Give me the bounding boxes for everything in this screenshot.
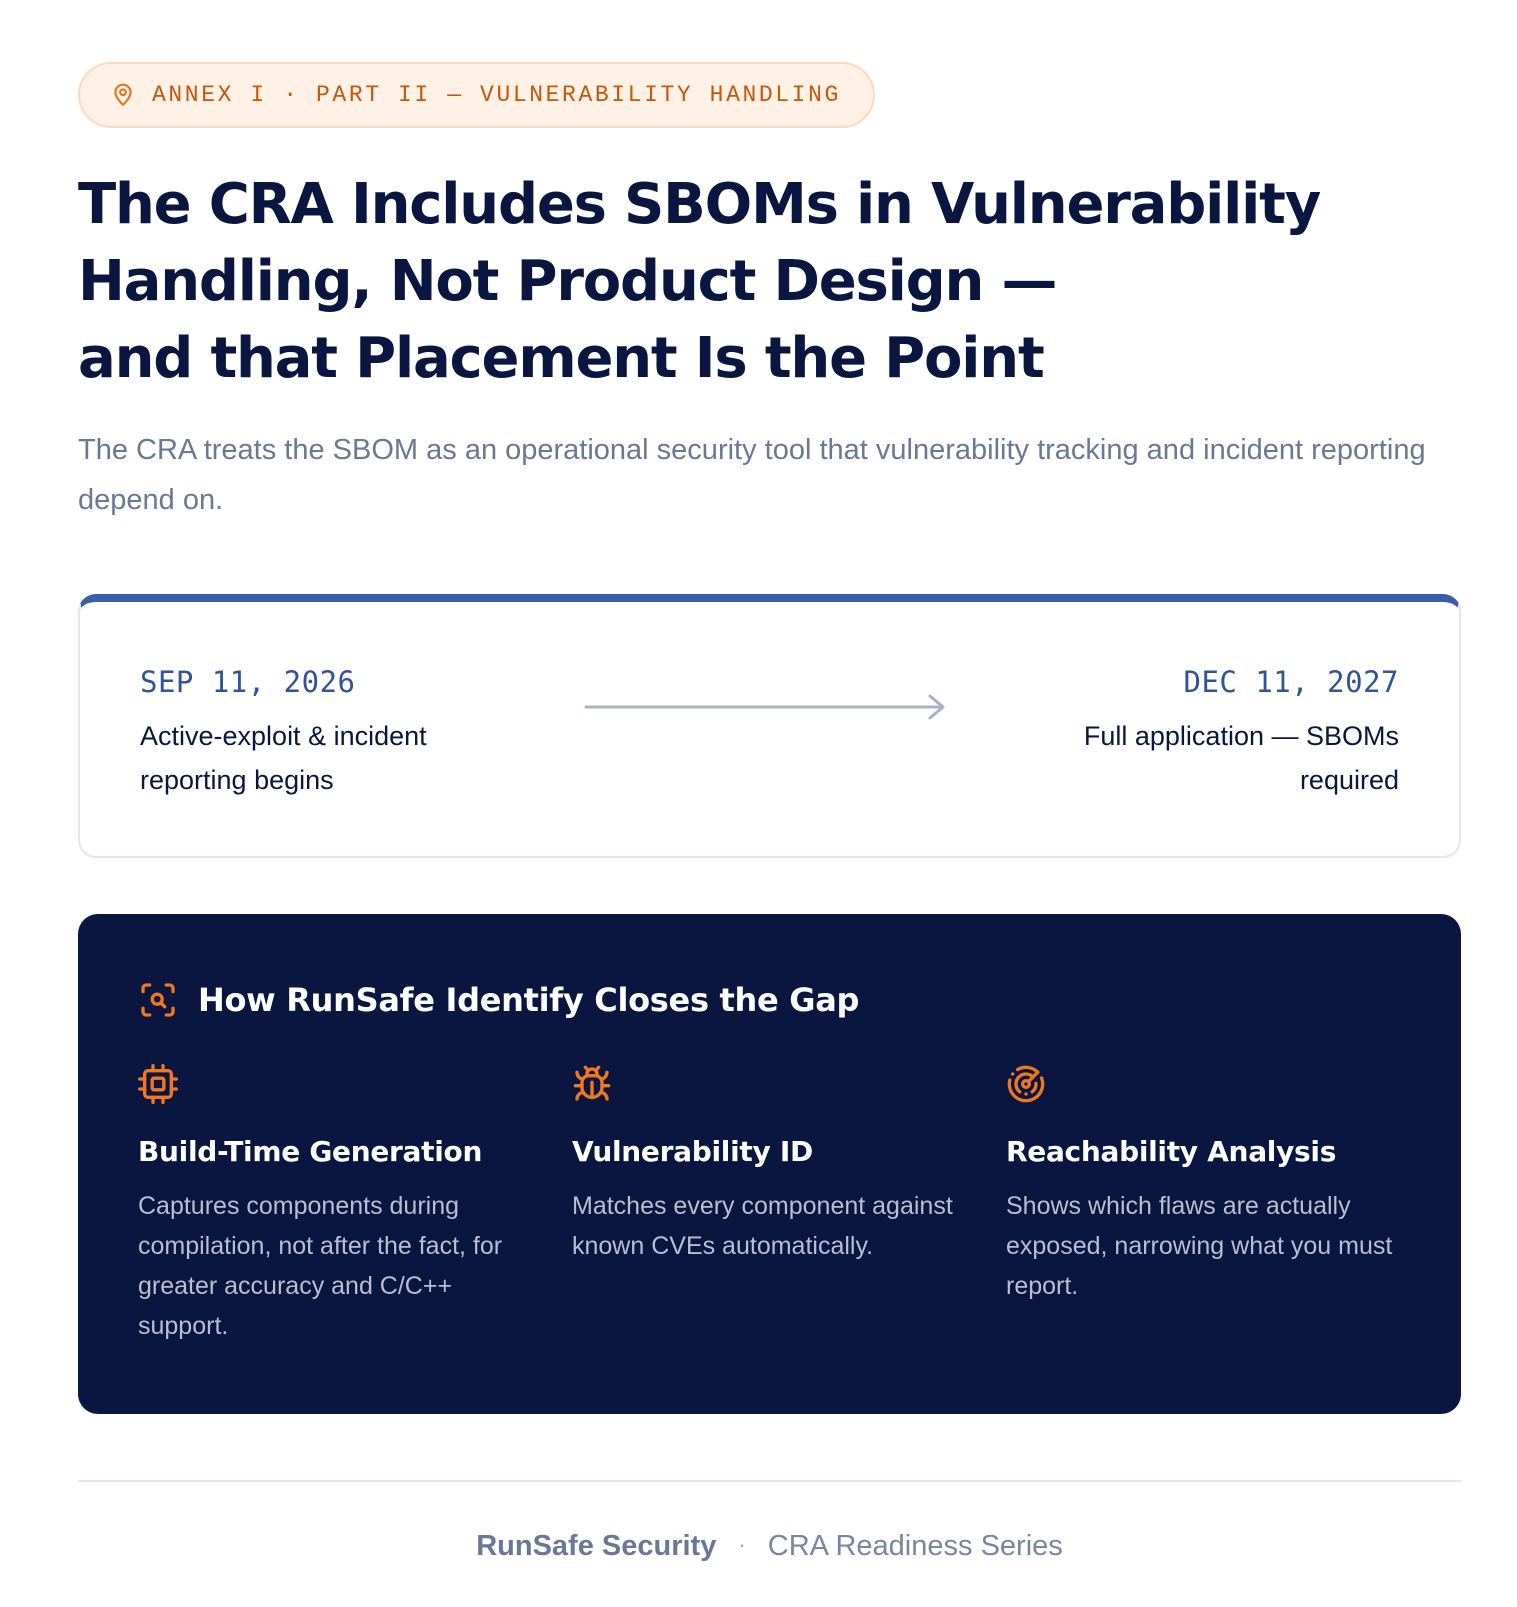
feature-description: Shows which flaws are actually exposed, narrowing what you must report. [1006, 1192, 1393, 1300]
scan-search-icon [138, 980, 178, 1020]
feature-title: Build-Time Generation [138, 1135, 483, 1168]
page-title-line-2: Handling, Not Product Design — [78, 249, 1057, 314]
feature-description: Matches every component against known CVEs automatically. [572, 1192, 953, 1260]
timeline-start-description: Active-exploit & incident reporting begins [140, 721, 427, 795]
timeline-start [140, 662, 540, 802]
page-title-line-3: and that Placement Is the Point [78, 326, 1044, 391]
section-eyebrow-badge [78, 62, 875, 128]
map-pin-icon [110, 82, 136, 108]
feature-reachability-analysis [1006, 1064, 1396, 1306]
timeline-arrow-icon [584, 692, 960, 722]
footer-brand: RunSafe Security [476, 1530, 717, 1562]
page [78, 62, 1461, 1562]
footer-series: CRA Readiness Series [767, 1530, 1063, 1562]
radar-icon [1006, 1064, 1046, 1104]
feature-build-time-generation [138, 1064, 528, 1346]
timeline-card [78, 594, 1461, 858]
solution-panel [78, 914, 1461, 1414]
footer-divider [78, 1480, 1461, 1482]
footer-separator: · [738, 1532, 746, 1557]
solution-panel-header [138, 980, 859, 1020]
page-title [78, 166, 1461, 397]
timeline-end-description: Full application — SBOMs required [1083, 721, 1399, 795]
timeline-end [999, 662, 1399, 802]
feature-title: Reachability Analysis [1006, 1135, 1337, 1168]
eyebrow-label: ANNEX I · PART II — VULNERABILITY HANDLING [152, 82, 841, 108]
timeline-end-date: DEC 11, 2027 [1183, 665, 1399, 699]
feature-description: Captures components during compilation, not after the fact, for greater accuracy and C/C++ support. [138, 1192, 503, 1340]
timeline-start-date: SEP 11, 2026 [140, 665, 356, 699]
feature-title: Vulnerability ID [572, 1135, 813, 1168]
page-subtitle: The CRA treats the SBOM as an operational security tool that vulnerability tracking and incident reporting depend on. [78, 434, 1426, 516]
footer [78, 1530, 1461, 1563]
bug-icon [572, 1064, 612, 1104]
cpu-chip-icon [138, 1064, 178, 1104]
solution-panel-title: How RunSafe Identify Closes the Gap [198, 981, 860, 1019]
feature-vulnerability-id [572, 1064, 962, 1266]
page-title-line-1: The CRA Includes SBOMs in Vulnerability [78, 172, 1320, 237]
